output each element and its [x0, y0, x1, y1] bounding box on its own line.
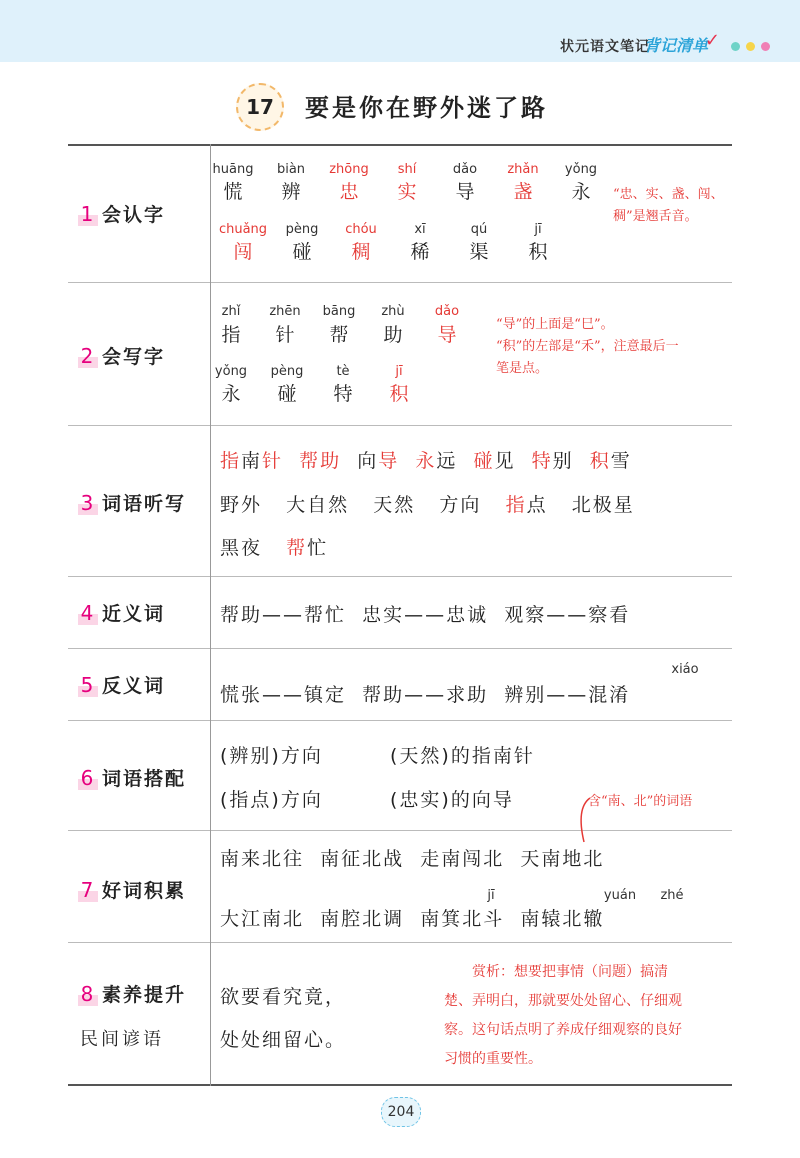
hanzi: 盏 — [513, 181, 533, 203]
collocation-item: (指点)方向 — [220, 789, 323, 811]
pinyin: jī — [395, 364, 403, 379]
row-label-write: 2 会写字 — [78, 342, 165, 369]
collocation-note: 含“南、北”的词语 — [588, 794, 693, 809]
pinyin: zhōng — [329, 162, 369, 177]
appreciation-note: 赏析：想要把事情（问题）搞清 楚、弄明白，那就要处处留心、仔细观 察。这句话点明了养成仔细观察的良好 习惯的重要性。 — [444, 964, 682, 1067]
proverb-line-2: 处处细留心。 — [220, 1029, 347, 1051]
lesson-title: 要是你在野外迷了路 — [305, 94, 548, 122]
top-banner — [0, 0, 800, 62]
notes-table — [68, 144, 732, 1086]
dictation-line-3: 黑夜 帮忙 — [220, 537, 329, 559]
dictation-line-2: 野外 大自然 天然 方向 指点 北极星 — [220, 494, 635, 516]
hanzi: 助 — [383, 324, 403, 346]
dictation-line-1: 指南针 帮助 向导 永远 碰见 特别 积雪 — [220, 450, 632, 472]
synonyms-line: 帮助——帮忙 忠实——忠诚 观察——察看 — [220, 604, 631, 626]
book-brand: 状元语文笔记 — [560, 39, 650, 55]
proverb-line-1: 欲要看究竟， — [220, 986, 347, 1008]
good-words-line-2: 大江南北 南腔北调 南箕北斗 南辕北辙 — [220, 908, 605, 930]
pinyin: pèng — [270, 364, 304, 379]
write-note: “导”的上面是“巳”。 “积”的左部是“禾”，注意最后一 笔是点。 — [496, 317, 679, 376]
pinyin: tè — [336, 364, 350, 379]
hanzi: 实 — [397, 181, 417, 203]
pinyin: chuǎng — [218, 222, 268, 237]
pinyin: zhēn — [269, 304, 301, 319]
hanzi: 帮 — [329, 324, 349, 346]
divider — [68, 830, 732, 831]
hanzi: 特 — [333, 383, 353, 405]
row-label-dictation: 3 词语听写 — [78, 489, 186, 516]
hanzi: 指 — [221, 324, 241, 346]
collocation-item: (天然)的指南针 — [390, 745, 535, 767]
pinyin: yuán — [603, 888, 637, 903]
pinyin: huāng — [212, 162, 254, 177]
word-char: 指 — [505, 494, 527, 516]
hanzi: 针 — [275, 324, 295, 346]
word-char: 忙 — [307, 537, 329, 559]
pinyin: qú — [470, 222, 488, 237]
hanzi: 碰 — [292, 241, 312, 263]
dot-icon — [746, 42, 755, 51]
divider — [68, 942, 732, 943]
dot-icon — [761, 42, 770, 51]
pinyin: xiáo — [671, 662, 699, 677]
hanzi: 导 — [455, 181, 475, 203]
hanzi: 忠 — [339, 181, 359, 203]
antonyms-line: 慌张——镇定 帮助——求助 辨别——混淆 — [220, 684, 631, 706]
pinyin: zhǎn — [507, 162, 539, 177]
hanzi: 永 — [221, 383, 241, 405]
pinyin: shí — [397, 162, 417, 177]
divider — [68, 282, 732, 283]
hanzi: 导 — [437, 324, 457, 346]
proverb-sublabel: 民间谚语 — [80, 1029, 164, 1050]
pinyin: zhé — [660, 888, 684, 903]
word-char: 点 — [526, 494, 548, 516]
dot-icon — [731, 42, 740, 51]
row-label-collocation: 6 词语搭配 — [78, 764, 186, 791]
pinyin: jī — [487, 888, 495, 903]
pinyin: zhǐ — [221, 304, 241, 319]
divider — [68, 1084, 732, 1086]
pinyin: chóu — [345, 222, 377, 237]
pinyin: dǎo — [452, 162, 478, 177]
recognize-note: “忠、实、盏、闯、 稠”是翘舌音。 — [613, 187, 724, 224]
hanzi: 碰 — [277, 383, 297, 405]
row-label-literacy: 8 素养提升 — [78, 980, 186, 1007]
pinyin: yǒng — [214, 364, 248, 379]
good-words-line-1: 南来北往 南征北战 走南闯北 天南地北 — [220, 848, 605, 870]
hanzi: 稀 — [410, 241, 430, 263]
divider — [68, 648, 732, 649]
pinyin: pèng — [285, 222, 319, 237]
pinyin: jī — [534, 222, 542, 237]
pinyin: xī — [414, 222, 426, 237]
hanzi: 积 — [528, 241, 548, 263]
check-icon: ✓ — [704, 30, 720, 51]
divider — [68, 144, 732, 146]
collocation-item: (辨别)方向 — [220, 745, 323, 767]
pinyin: biàn — [276, 162, 306, 177]
pinyin: dǎo — [434, 304, 460, 319]
word-char: 帮 — [286, 537, 308, 559]
column-divider — [210, 144, 211, 1086]
hanzi: 永 — [571, 181, 591, 203]
divider — [68, 576, 732, 577]
hanzi: 渠 — [469, 241, 489, 263]
hanzi: 慌 — [223, 181, 243, 203]
section-tag: 背记清单 — [643, 36, 708, 55]
pinyin: zhù — [381, 304, 405, 319]
pinyin: bāng — [322, 304, 356, 319]
hanzi: 积 — [389, 383, 409, 405]
row-label-good-words: 7 好词积累 — [78, 876, 186, 903]
divider — [68, 720, 732, 721]
page-number: 204 — [381, 1097, 421, 1127]
row-label-synonyms: 4 近义词 — [78, 599, 165, 626]
hanzi: 稠 — [351, 241, 371, 263]
lesson-number: 17 — [236, 83, 284, 131]
collocation-item: (忠实)的向导 — [390, 789, 514, 811]
pinyin: yǒng — [564, 162, 598, 177]
divider — [68, 425, 732, 426]
row-label-recognize: 1 会认字 — [78, 200, 165, 227]
hanzi: 辨 — [281, 181, 301, 203]
hanzi: 闯 — [233, 241, 253, 263]
row-label-antonyms: 5 反义词 — [78, 671, 165, 698]
